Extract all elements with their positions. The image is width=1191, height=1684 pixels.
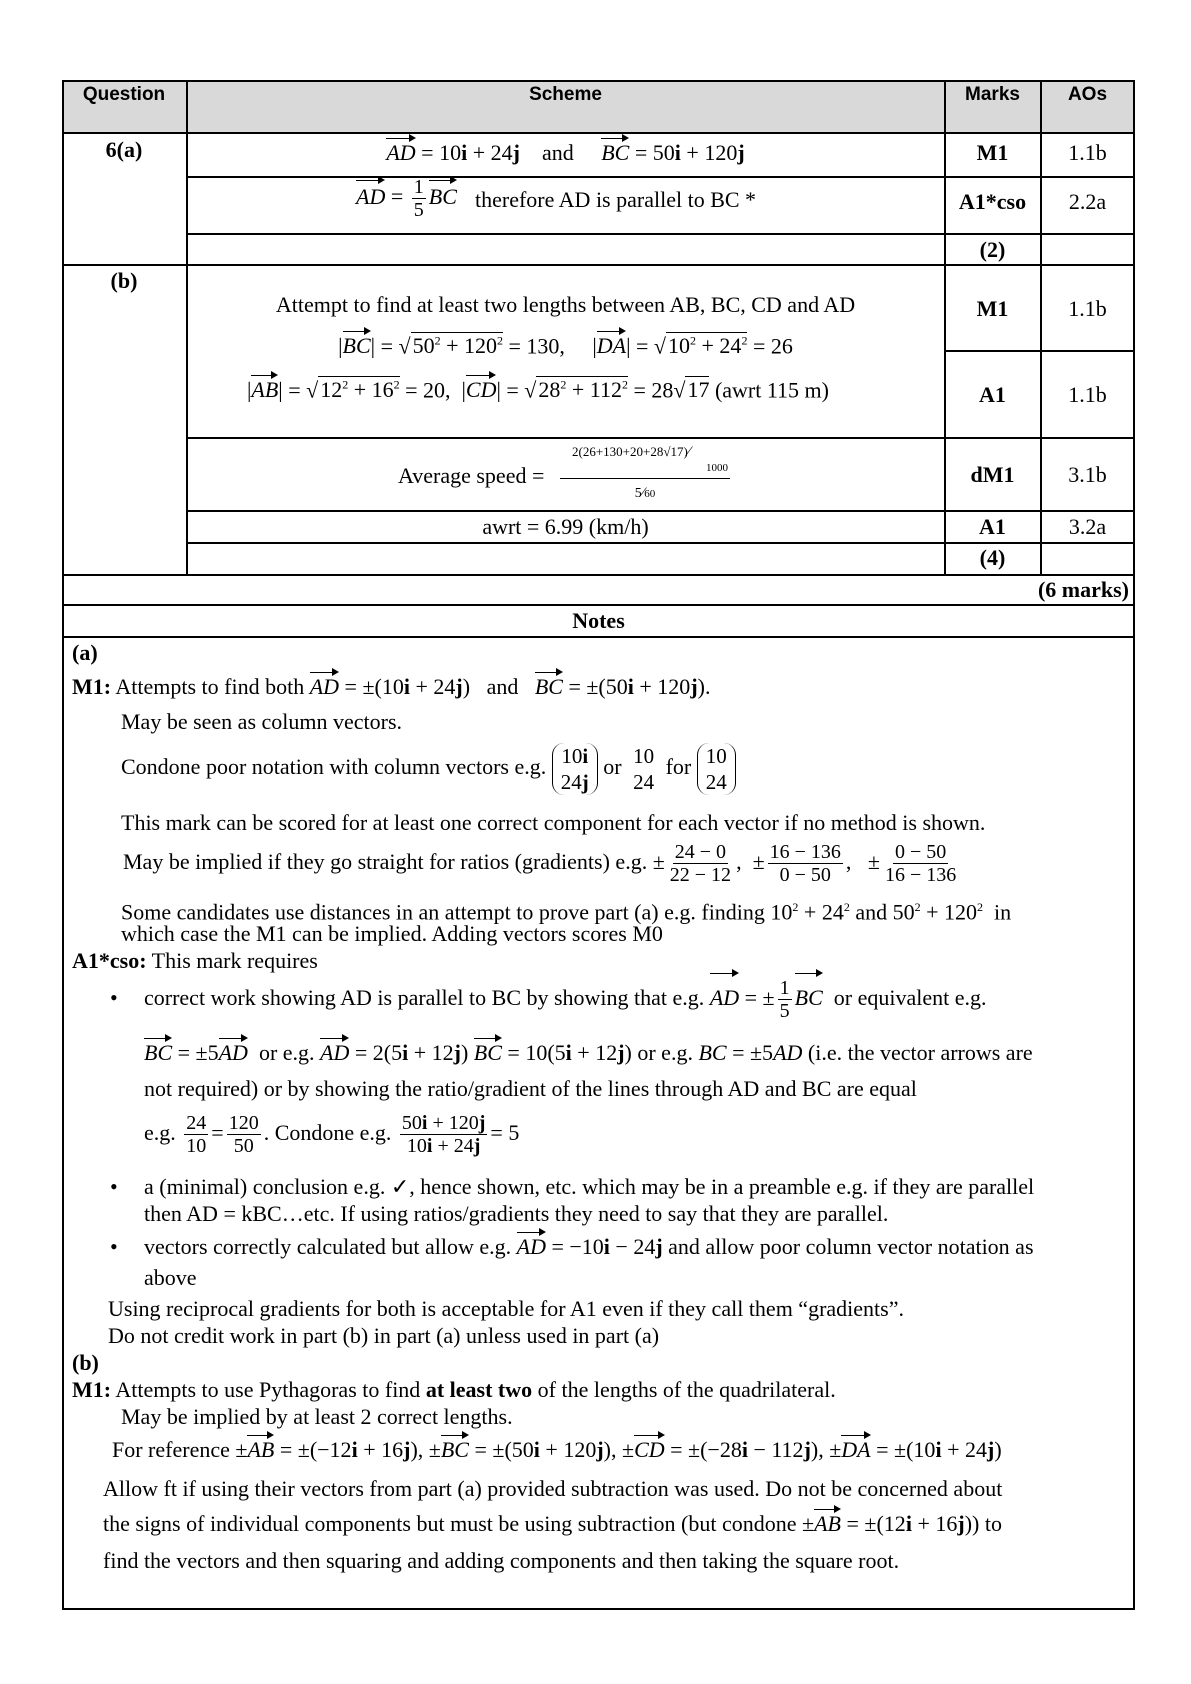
notes-a1-bullet3-line2: above: [144, 1265, 197, 1290]
scheme-row-parallel: AD = $\frac{1}{5}$ BC: [356, 176, 457, 221]
mark-r2: A1*cso: [958, 189, 1027, 214]
scheme-average-speed-label: Average speed =: [398, 463, 545, 488]
ao-r7: 3.2a: [1068, 514, 1107, 539]
scheme-row-vectors: AD = 10i + 24j and BC = 50i + 120j: [386, 140, 745, 165]
header-scheme: Scheme: [529, 84, 602, 105]
notes-a1-bullet2-line1: a (minimal) conclusion e.g. ✓, hence shown, etc. which may be in a preamble e.g. if they are parallel: [144, 1174, 1035, 1199]
header-aos: AOs: [1067, 84, 1108, 105]
scheme-parallel-text: therefore AD is parallel to BC *: [475, 187, 757, 212]
notes-a1-bullet1-line3: not required) or by showing the ratio/gradient of the lines through AD and BC are equal: [144, 1076, 917, 1101]
notes-m1-line7: which case the M1 can be implied. Adding vectors scores M0: [121, 921, 663, 946]
notes-a1-bullet1-line1: correct work showing AD is parallel to BC by showing that e.g. AD = ± $\frac{1}{5}$ BC or equivalent e.g.: [144, 975, 986, 1022]
notes-m1-line3: Condone poor notation with column vectors e.g. 10i 24j or 10 24 for 10 24: [121, 740, 736, 795]
notes-m1-line6: Some candidates use distances in an attempt to prove part (a) e.g. finding $10^2 + 24^2$ and $50^2 + 120^2$ in: [121, 899, 1012, 925]
header-question: Question: [82, 84, 166, 105]
notes-a1-bullet1-line4: e.g. $\frac{24}{10}$ = $\frac{120}{50}$ . Condone e.g. $\frac{50i + 120j}{10i + 24j}$ = 5: [144, 1112, 520, 1158]
notes-bm1-line4: Allow ft if using their vectors from part (a) provided subtraction was used. Do not be concerned about: [103, 1476, 1003, 1501]
notes-reciprocal: Using reciprocal gradients for both is acceptable for A1 even if they call them “gradients”.: [108, 1296, 904, 1321]
scheme-awrt-result: awrt = 6.99 (km/h): [482, 514, 649, 539]
bullet-1: •: [110, 985, 118, 1010]
mark-r5: A1: [979, 382, 1006, 407]
notes-bm1-line3: For reference ±AB = ±(−12i + 16j), ±BC = ±(50i + 120j), ±CD = ±(−28i − 112j), ±DA = ±(10i + 24j): [112, 1437, 1002, 1462]
mark-r8: (4): [979, 545, 1006, 570]
mark-r4: M1: [976, 296, 1009, 321]
notes-part-a: (a): [72, 640, 98, 665]
question-number-6a: 6(a): [105, 137, 143, 162]
notes-a1-bullet2-line2: then AD = kBC…etc. If using ratios/gradients they need to say that they are parallel.: [144, 1201, 889, 1226]
notes-m1-line1: M1: Attempts to find both AD = ±(10i + 24j) and BC = ±(50i + 120j).: [72, 674, 711, 699]
mark-r7: A1: [979, 514, 1006, 539]
notes-heading: Notes: [572, 608, 625, 633]
scheme-attempt-lengths: Attempt to find at least two lengths between AB, BC, CD and AD: [275, 292, 856, 317]
notes-a1-bullet1-line2: BC = ±5AD or e.g. AD = 2(5i + 12j) BC = 10(5i + 12j) or e.g. BC = ±5AD (i.e. the vector arrows are: [144, 1040, 1033, 1065]
scheme-lengths-bc-da: $|BC| = √50^2 + 120^2 = 130$, $|DA| = √10^2 + 24^2 = 26$: [338, 333, 793, 359]
mark-r6: dM1: [970, 462, 1015, 487]
header-marks: Marks: [965, 84, 1020, 105]
notes-no-credit: Do not credit work in part (b) in part (a) unless used in part (a): [108, 1323, 660, 1348]
bullet-2: •: [110, 1174, 118, 1199]
scheme-average-speed-fraction: 2(26+130+20+28√17)⁄ 1000 5⁄60: [560, 444, 730, 502]
notes-bm1-line6: find the vectors and then squaring and adding components and then taking the square root.: [103, 1548, 900, 1573]
ao-r4: 1.1b: [1068, 296, 1107, 321]
notes-bm1-line1: M1: Attempts to use Pythagoras to find at least two of the lengths of the quadrilateral.: [72, 1377, 836, 1402]
bullet-3: •: [110, 1234, 118, 1259]
ao-r5: 1.1b: [1068, 382, 1107, 407]
ao-r2: 2.2a: [1068, 189, 1107, 214]
notes-m1-line2: May be seen as column vectors.: [121, 709, 403, 734]
question-number-6b: (b): [110, 268, 138, 293]
notes-m1-line5: May be implied if they go straight for ratios (gradients) e.g. ± $\frac{24 - 0}{22 - 12}$ , ± $\frac{16 - 136}{0 - 50}$ , ± $\frac{0 - 50}{16 - 136}$: [123, 841, 957, 887]
total-marks: (6 marks): [1037, 577, 1129, 602]
notes-bm1-line2: May be implied by at least 2 correct lengths.: [121, 1404, 513, 1429]
scheme-lengths-ab-cd: $|AB| = √12^2 + 16^2 = 20$, $|CD| = √28^2 + 112^2 = 28√17$ (awrt 115 m): [247, 377, 829, 403]
notes-bm1-line5: the signs of individual components but must be using subtraction (but condone ±AB = ±(12i + 16j)) to: [103, 1511, 1002, 1536]
notes-a1-bullet3-line1: vectors correctly calculated but allow e.g. AD = −10i − 24j and allow poor column vector notation as: [144, 1234, 1034, 1259]
ao-r1: 1.1b: [1068, 140, 1107, 165]
notes-m1-line4: This mark can be scored for at least one correct component for each vector if no method is shown.: [121, 810, 986, 835]
notes-a1-heading: A1*cso: This mark requires: [72, 948, 318, 973]
ao-r6: 3.1b: [1068, 462, 1107, 487]
mark-r3: (2): [979, 237, 1006, 262]
mark-r1: M1: [976, 140, 1009, 165]
notes-part-b: (b): [72, 1350, 99, 1375]
